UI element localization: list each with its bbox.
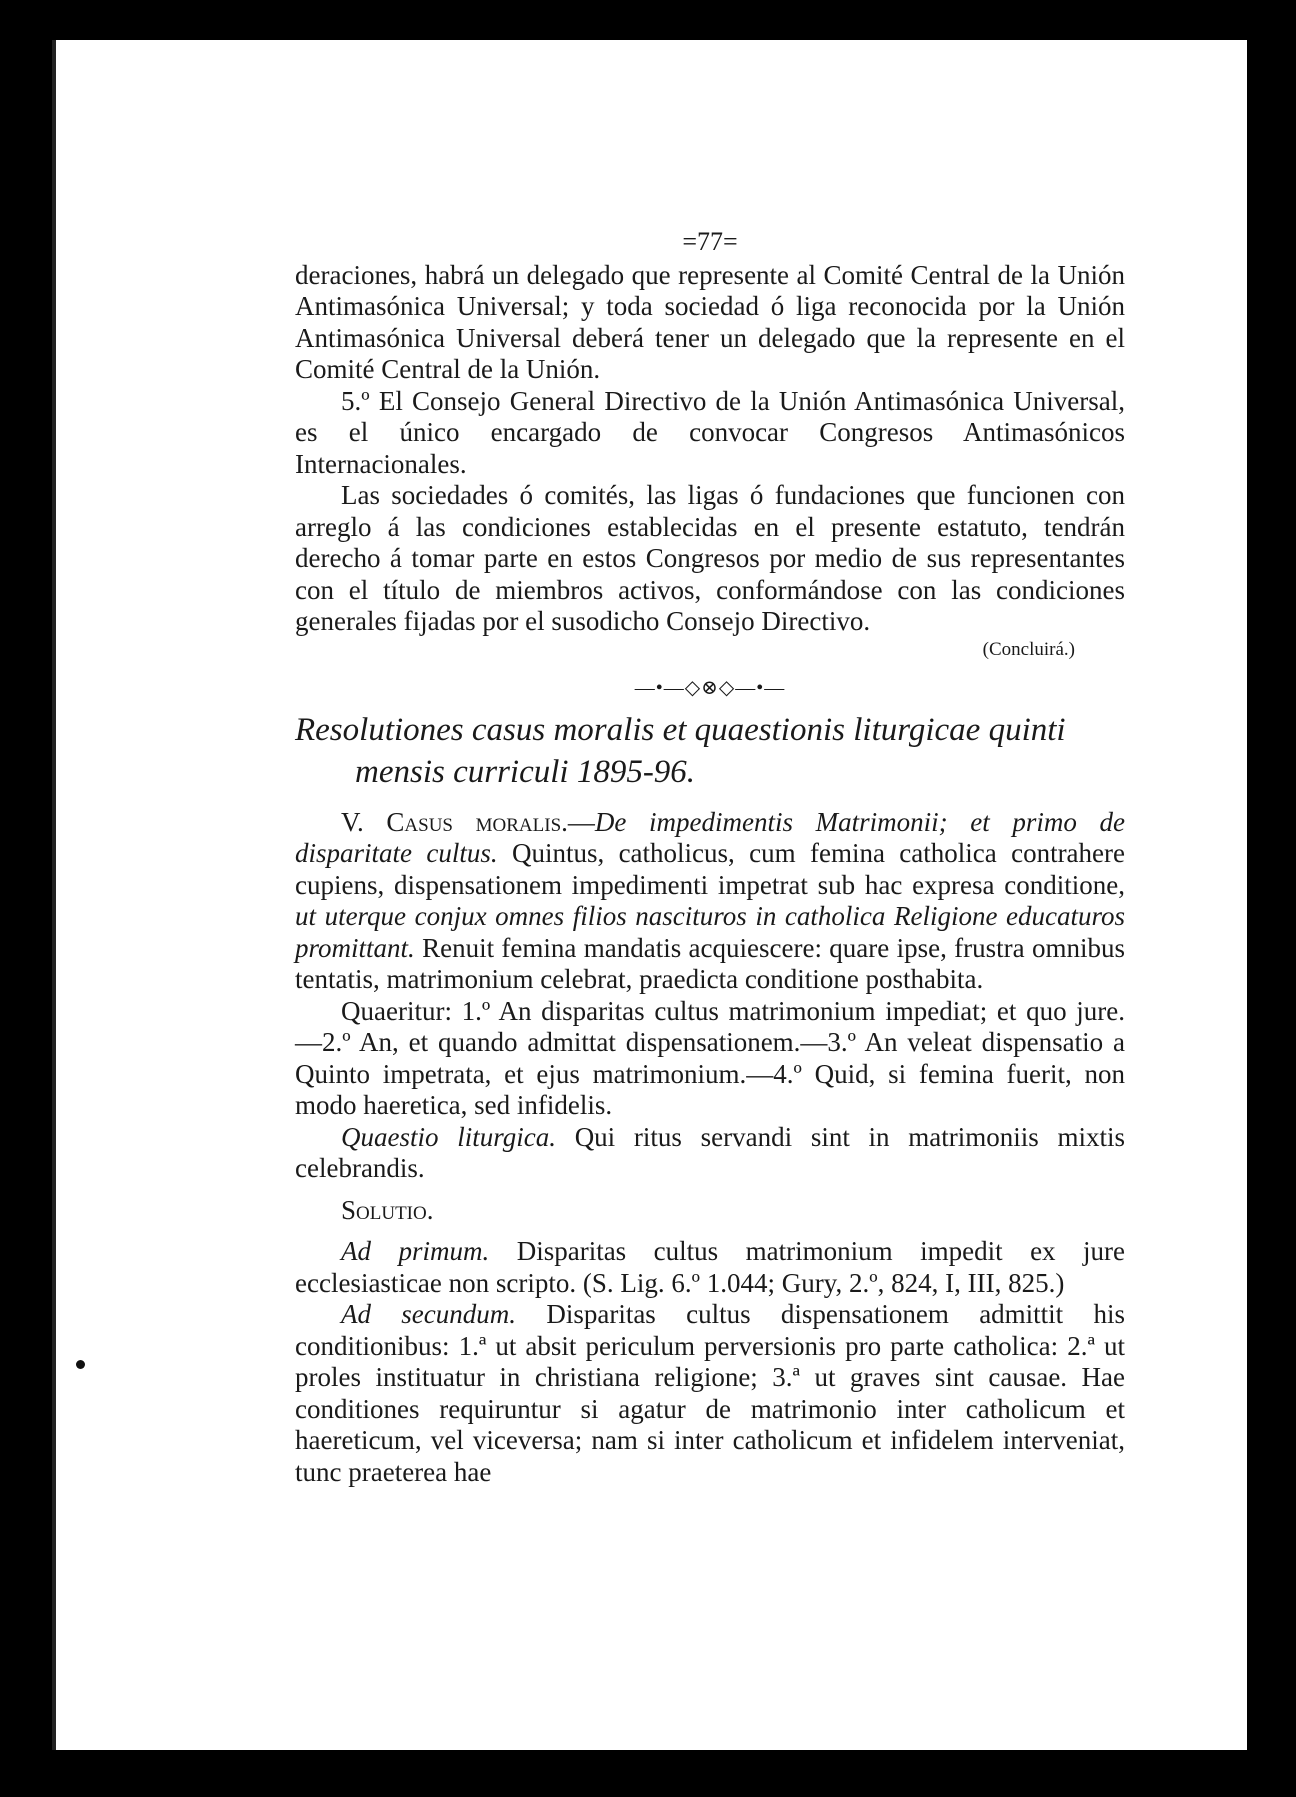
ad-secundum-text: Disparitas cultus dispensationem admittit his conditionibus: 1.ª ut absit periculum perversionis pro parte catholica: 2.ª ut proles instituatur in christiana religione; 3.ª ut graves sint causae. Hae conditiones requiruntur si agatur de matrimonio inter catholicum et haereticum, vel viceversa; nam si inter catholicum et infidelem interveniat, tunc praeterea hae bbox=[295, 1299, 1125, 1487]
casus-title: De impedimentis Matrimonii; et primo de disparitate cultus. bbox=[295, 806, 1125, 868]
ad-primum-paragraph bbox=[295, 1236, 1125, 1299]
ad-secundum-paragraph bbox=[295, 1299, 1125, 1488]
solutio-heading: Solutio. bbox=[341, 1194, 434, 1225]
quaeritur-paragraph: Quaeritur: 1.º An disparitas cultus matrimonium impediat; et quo jure.—2.º An, et quando admittat dispensationem.—3.º An veleat dispensatio a Quinto impetrata, et ejus matrimonium.—4.º Quid, si femina fuerit, non modo haeretica, sed infidelis. bbox=[295, 995, 1125, 1120]
section-title bbox=[295, 709, 1125, 793]
page-number: =77= bbox=[682, 227, 738, 256]
casus-text-2: Renuit femina mandatis acquiescere: quare ipse, frustra omnibus tentatis, matrimonium celebrat, praedicta conditione posthabita. bbox=[295, 932, 1125, 994]
ad-primum-text: Disparitas cultus matrimonium impedit ex jure ecclesiasticae non scripto. (S. Lig. 6.º 1.044; Gury, 2.º, 824, I, III, 825.) bbox=[295, 1236, 1126, 1298]
casus-label: V. Casus moralis.— bbox=[341, 806, 595, 837]
quaestio-label: Quaestio liturgica. bbox=[341, 1121, 556, 1152]
concluira-note: (Concluirá.) bbox=[982, 638, 1075, 660]
paragraph-continuation: deraciones, habrá un delegado que represente al Comité Central de la Unión Antimasónica Universal; y toda sociedad ó liga reconocida por la Unión Antimasónica Universal deberá tener un delegado que la represente en el Comité Central de la Unión. bbox=[295, 259, 1125, 384]
casus-moralis-paragraph bbox=[295, 807, 1125, 996]
paragraph-article-5: 5.º El Consejo General Directivo de la Unión Antimasónica Universal, es el único encargado de convocar Congresos Antimasónicos Internacionales. bbox=[295, 385, 1125, 479]
ad-primum-label: Ad primum. bbox=[341, 1236, 490, 1266]
section-ornament: —•—◇⊗◇—•— bbox=[634, 677, 786, 699]
casus-text-1: Quintus, catholicus, cum femina catholica contrahere cupiens, dispensationem impedimenti impetrat sub hac expresa conditione, bbox=[295, 838, 1126, 900]
title-line-1: Resolutiones casus moralis et quaestionis liturgicae quinti bbox=[295, 711, 1066, 748]
margin-mark bbox=[76, 1360, 85, 1369]
book-page bbox=[52, 40, 1247, 1750]
paragraph-societies: Las sociedades ó comités, las ligas ó fundaciones que funcionen con arreglo á las condiciones establecidas en el presente estatuto, tendrán derecho á tomar parte en estos Congresos por medio de sus representantes con el título de miembros activos, conformándose con las condiciones generales fijadas por el susodicho Consejo Directivo. bbox=[295, 480, 1125, 636]
page-content bbox=[295, 226, 1125, 1488]
quaestio-text: Qui ritus servandi sint in matrimoniis mixtis celebrandis. bbox=[295, 1121, 1125, 1183]
ad-secundum-label: Ad secundum. bbox=[341, 1299, 517, 1329]
quaestio-liturgica-paragraph bbox=[295, 1122, 1125, 1185]
title-line-2: mensis curriculi 1895-96. bbox=[355, 753, 696, 790]
casus-condition: ut uterque conjux omnes filios nascituros in catholica Religione educaturos promittant. bbox=[295, 901, 1125, 963]
page-spine bbox=[52, 40, 56, 1750]
